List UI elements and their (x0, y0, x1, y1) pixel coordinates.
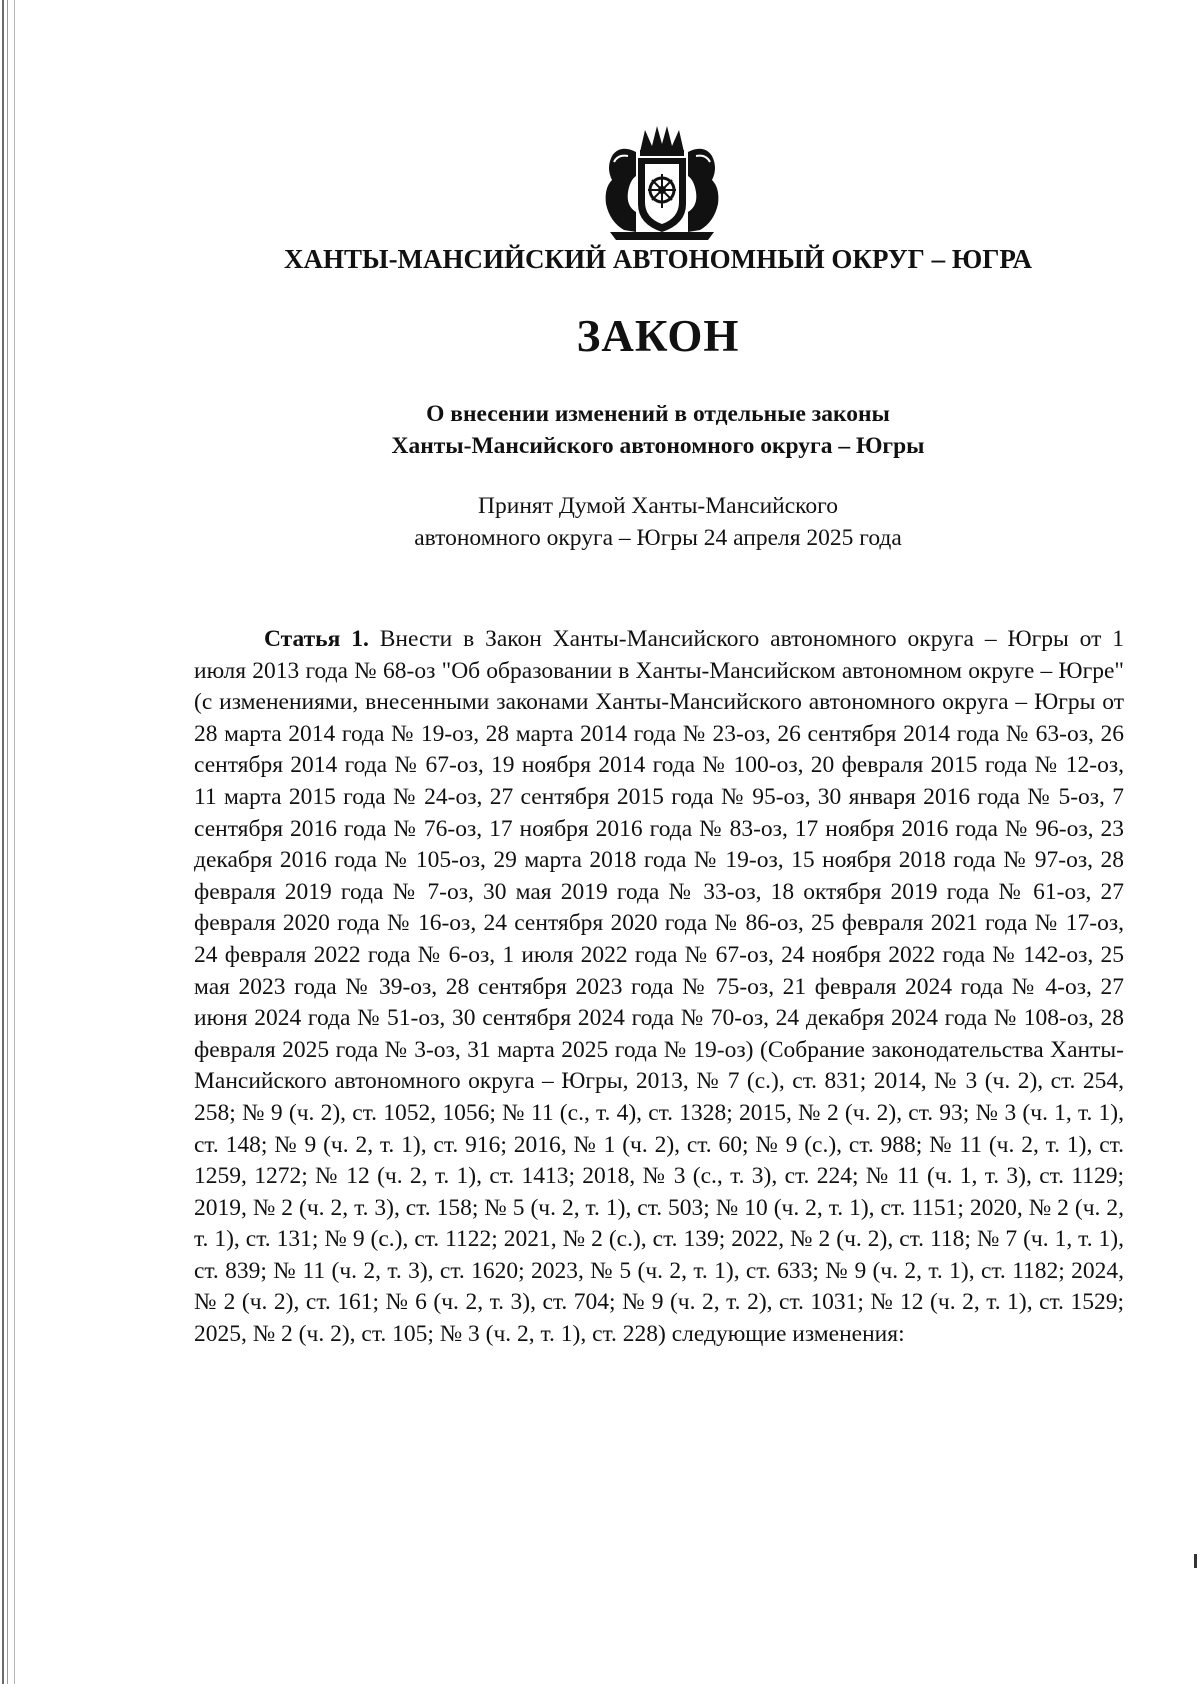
coat-of-arms-icon (590, 122, 734, 242)
region-title: ХАНТЫ-МАНСИЙСКИЙ АВТОНОМНЫЙ ОКРУГ – ЮГРА (284, 244, 1032, 274)
adoption-note-line-2: автономного округа – Югры 24 апреля 2025 года (414, 525, 902, 551)
adoption-note-line-1: Принят Думой Ханты-Мансийского (478, 493, 838, 519)
document-type-title: ЗАКОН (576, 311, 740, 361)
article-1-text: Внести в Закон Ханты-Мансийского автономного округа – Югры от 1 июля 2013 года № 68-оз "Об образовании в Ханты-Мансийском автономном округе – Югре" (с изменениями, внесенными законами Ханты-Мансийского автономного округа – Югры от 28 марта 2014 года № 19-оз, 28 марта 2014 года № 23-оз, 26 сентября 2014 года № 63-оз, 26 сентября 2014 года № 67-оз, 19 ноября 2014 года № 100-оз, 20 февраля 2015 года № 12-оз, 11 марта 2015 года № 24-оз, 27 сентября 2015 года № 95-оз, 30 января 2016 года № 5-оз, 7 сентября 2016 года № 76-оз, 17 ноября 2016 года № 83-оз, 17 ноября 2016 года № 96-оз, 23 декабря 2016 года № 105-оз, 29 марта 2018 года № 19-оз, 15 ноября 2018 года № 97-оз, 28 февраля 2019 года № 7-оз, 30 мая 2019 года № 33-оз, 18 октября 2019 года № 61-оз, 27 февраля 2020 года № 16-оз, 24 сентября 2020 года № 86-оз, 25 февраля 2021 года № 17-оз, 24 февраля 2022 года № 6-оз, 1 июля 2022 года № 67-оз, 24 ноября 2022 года № 142-оз, 25 мая 2023 года № 39-оз, 28 сентября 2023 года № 75-оз, 21 февраля 2024 года № 4-оз, 27 июня 2024 года № 51-оз, 30 сентября 2024 года № 70-оз, 24 декабря 2024 года № 108-оз, 28 февраля 2025 года № 3-оз, 31 марта 2025 года № 19-оз) (Собрание законодательства Ханты-Мансийского автономного округа – Югры, 2013, № 7 (с.), ст. 831; 2014, № 3 (ч. 2), ст. 254, 258; № 9 (ч. 2), ст. 1052, 1056; № 11 (с., т. 4), ст. 1328; 2015, № 2 (ч. 2), ст. 93; № 3 (ч. 1, т. 1), ст. 148; № 9 (ч. 2, т. 1), ст. 916; 2016, № 1 (ч. 2), ст. 60; № 9 (с.), ст. 988; № 11 (ч. 2, т. 1), ст. 1259, 1272; № 12 (ч. 2, т. 1), ст. 1413; 2018, № 3 (с., т. 3), ст. 224; № 11 (ч. 1, т. 3), ст. 1129; 2019, № 2 (ч. 2, т. 3), ст. 158; № 5 (ч. 2, т. 1), ст. 503; № 10 (ч. 2, т. 1), ст. 1151; 2020, № 2 (ч. 2, т. 1), ст. 131; № 9 (с.), ст. 1122; 2021, № 2 (с.), ст. 139; 2022, № 2 (ч. 2), ст. 118; № 7 (ч. 1, т. 1), ст. 839; № 11 (ч. 2, т. 3), ст. 1620; 2023, № 5 (ч. 2, т. 1), ст. 633; № 9 (ч. 2, т. 1), ст. 1182; 2024, № 2 (ч. 2), ст. 161; № 6 (ч. 2, т. 3), ст. 704; № 9 (ч. 2, т. 2), ст. 1031; № 12 (ч. 2, т. 1), ст. 1529; 2025, № 2 (ч. 2), ст. 105; № 3 (ч. 2, т. 1), ст. 228) следующие изменения: (194, 626, 1124, 1348)
scan-edge-artifact (0, 0, 22, 1684)
law-subject-line-2: Ханты-Мансийского автономного округа – Югры (391, 433, 925, 459)
article-1-label: Статья 1. (264, 626, 369, 652)
law-subject-line-1: О внесении изменений в отдельные законы (426, 401, 890, 427)
law-subject (58, 398, 1200, 462)
article-1-paragraph (194, 624, 1124, 1351)
adoption-note (58, 490, 1200, 554)
scan-mark (1194, 1554, 1197, 1568)
